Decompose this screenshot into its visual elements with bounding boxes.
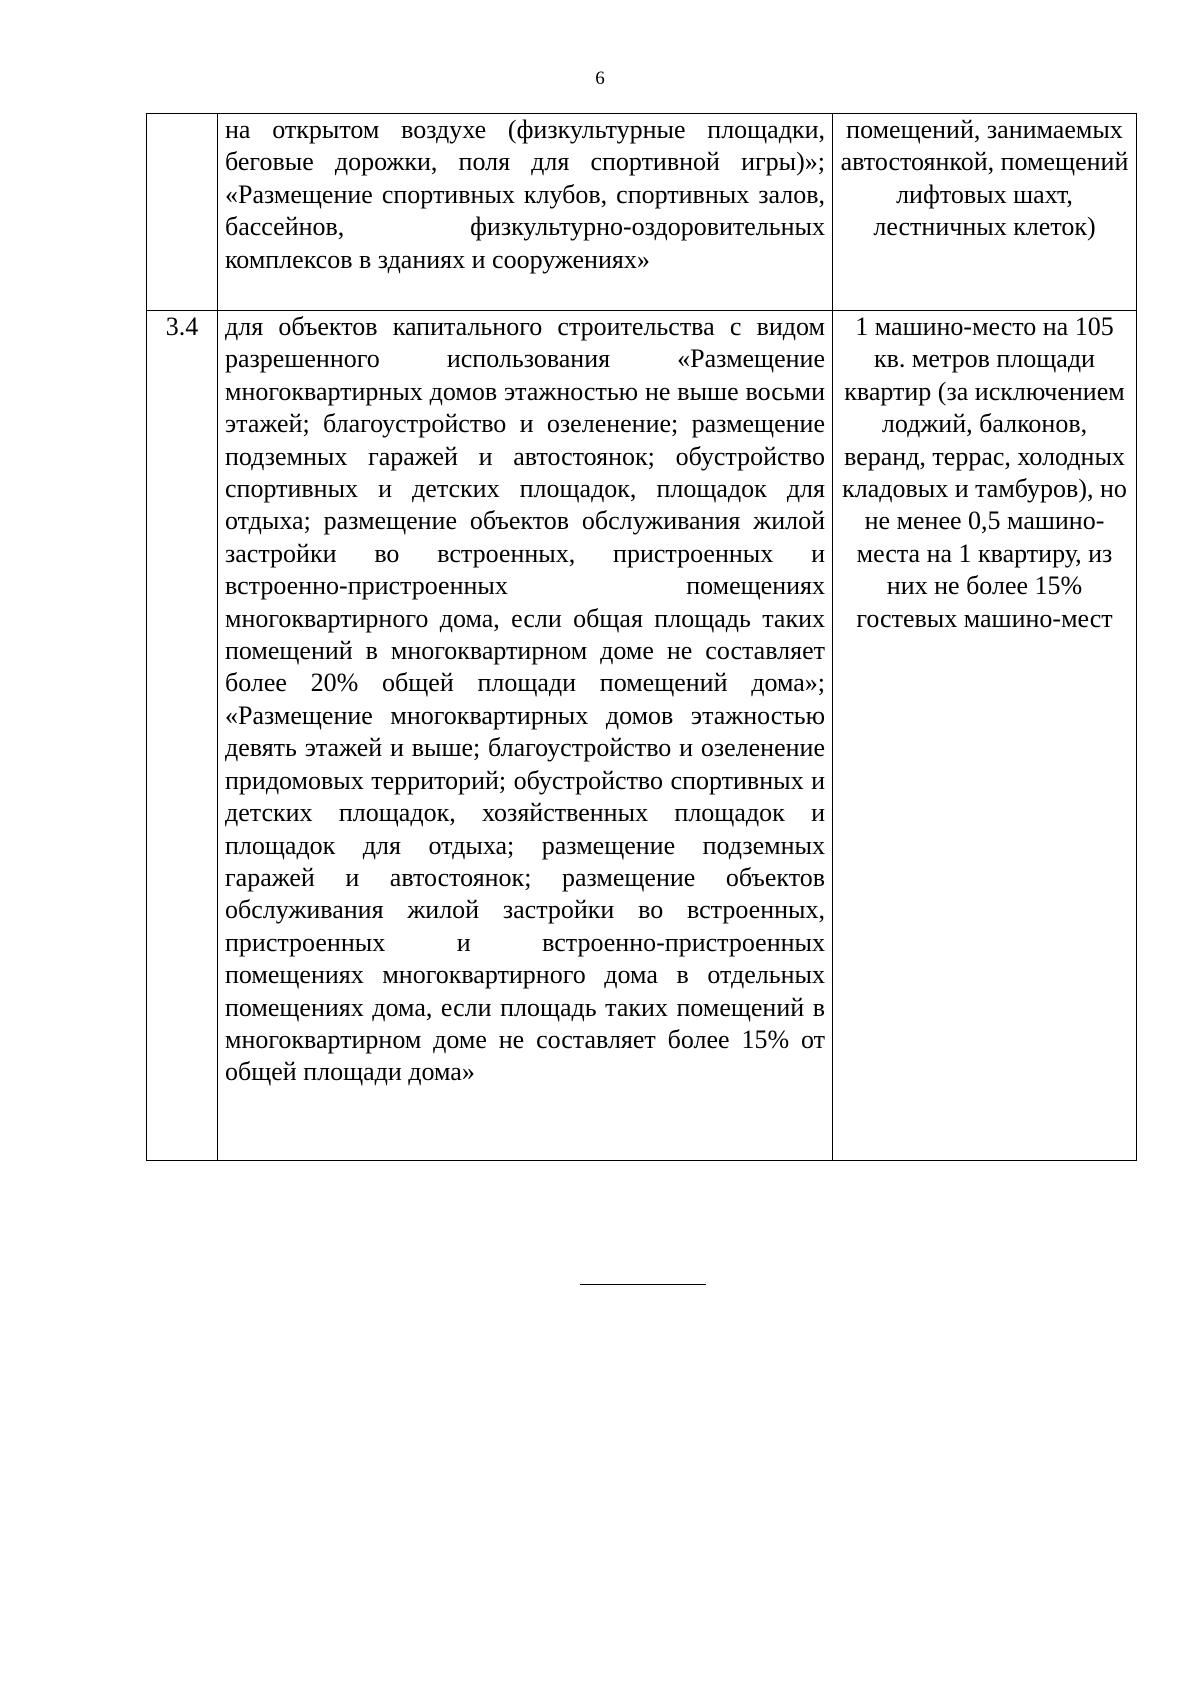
row-number-cell: [147, 114, 218, 311]
row-number-cell: 3.4: [147, 311, 218, 1161]
parking-norm-cell: помещений, занимаемых автостоянкой, помещений лифтовых шахт, лестничных клеток): [833, 114, 1137, 311]
table-row: [147, 311, 1137, 1161]
parking-norm-cell: 1 машино-место на 105 кв. метров площади квартир (за исключением лоджий, балконов, веранд, террас, холодных кладовых и тамбуров), но не менее 0,5 машино-места на 1 квартиру, из них не более 15% гостевых машино-мест: [833, 311, 1137, 1161]
page-number: 6: [595, 68, 605, 89]
land-use-description-cell: для объектов капитального строительства с видом разрешенного использования «Размещение многоквартирных домов этажностью не выше восьми этажей; благоустройство и озеленение; размещение подземных гаражей и автостоянок; обустройство спортивных и детских площадок, площадок для отдыха; размещение объектов обслуживания жилой застройки во встроенных, пристроенных и встроенно-пристроенных помещениях многоквартирного дома, если общая площадь таких помещений в многоквартирном доме не составляет более 20% общей площади помещений дома»; «Размещение многоквартирных домов этажностью девять этажей и выше; благоустройство и озеленение придомовых территорий; обустройство спортивных и детских площадок, хозяйственных площадок и площадок для отдыха; размещение подземных гаражей и автостоянок; размещение объектов обслуживания жилой застройки во встроенных, пристроенных и встроенно-пристроенных помещениях многоквартирного дома в отдельных помещениях дома, если площадь таких помещений в многоквартирном доме не составляет более 15% от общей площади дома»: [218, 311, 833, 1161]
parking-norms-table: [146, 113, 1137, 1161]
table-row: [147, 114, 1137, 311]
end-of-document-rule: [580, 1284, 706, 1285]
land-use-description-cell: на открытом воздухе (физкультурные площадки, беговые дорожки, поля для спортивной игры)»; «Размещение спортивных клубов, спортивных залов, бассейнов, физкультурно-оздоровительных комплексов в зданиях и сооружениях»: [218, 114, 833, 311]
